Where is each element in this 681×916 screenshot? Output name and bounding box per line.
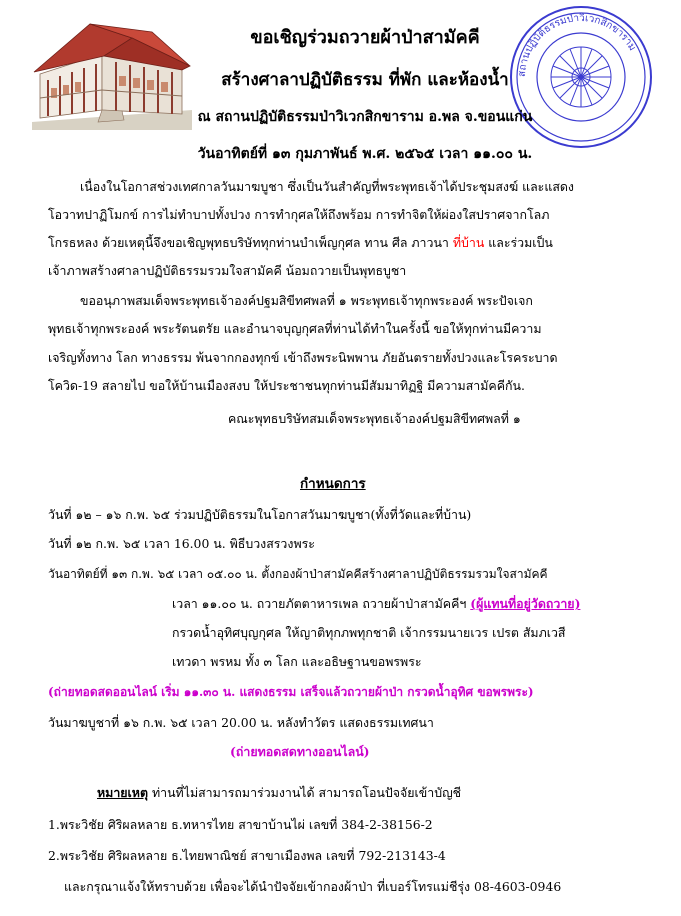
blessing-line-1: ขออนุภาพสมเด็จพระพุทธเจ้าองค์ปฐมสิขีทศพลที่ ๑ พระพุทธเจ้าทุกพระองค์ พระปัจเจก xyxy=(80,293,533,308)
live-broadcast-2: (ถ่ายทอดสดทางออนไลน์) xyxy=(230,744,370,759)
schedule-item-7: วันมาฆบูชาที่ ๑๖ ก.พ. ๖๕ เวลา 20.00 น. หลังทำวัตร แสดงธรรมเทศนา xyxy=(48,715,434,730)
contact-line: และกรุณาแจ้งให้ทราบด้วย เพื่อจะได้นำปัจจัยเข้ากองผ้าป่า ที่เบอร์โทรแม่ชีรุ่ง 08-4603-0946 xyxy=(64,879,562,894)
schedule-item-5: กรวดน้ำอุทิศบุญกุศล ให้ญาติทุกภพทุกชาติ เจ้ากรรมนายเวร เปรต สัมภเวสี xyxy=(172,625,566,640)
note-line xyxy=(97,787,461,799)
at-home-highlight: ที่บ้าน xyxy=(452,235,485,250)
schedule-heading: กำหนดการ xyxy=(300,476,366,492)
note-label: หมายเหตุ xyxy=(97,785,149,800)
live-broadcast-1: (ถ่ายทอดสดออนไลน์ เริ่ม ๑๑.๓๐ น. แสดงธรรม เสร็จแล้วถวายผ้าป่า กรวดน้ำอุทิศ ขอพรพระ) xyxy=(48,685,534,699)
building-illustration xyxy=(32,10,192,130)
blessing-line-3: เจริญทั้งทาง โลก ทางธรรม พ้นจากกองทุกข์ เข้าถึงพระนิพพาน ภัยอันตรายทั้งปวงและโรคระบาด xyxy=(48,350,558,365)
intro-line-4: เจ้าภาพสร้างศาลาปฏิบัติธรรมรวมใจสามัคคี น้อมถวายเป็นพุทธบูชา xyxy=(48,263,407,278)
intro-line-3-c: และร่วมเป็น xyxy=(484,235,553,250)
schedule-item-1: วันที่ ๑๒ – ๑๖ ก.พ. ๖๕ ร่วมปฏิบัติธรรมในโอกาสวันมาฆบูชา(ทั้งที่วัดและที่บ้าน) xyxy=(48,507,472,522)
flyer-title: ขอเชิญร่วมถวายผ้าป่าสามัคคี xyxy=(250,27,480,48)
bank-account-2: 2.พระวิชัย ศิริผลหลาย ธ.ไทยพาณิชย์ สาขาเมืองพล เลขที่ 792-213143-4 xyxy=(48,848,446,863)
schedule-item-6: เทวดา พรหม ทั้ง ๓ โลก และอธิษฐานขอพรพระ xyxy=(172,654,422,669)
flyer-location: ณ สถานปฏิบัติธรรมป่าวิเวกสิกขาราม อ.พล จ.ขอนแก่น xyxy=(197,109,533,125)
blessing-line-4: โควิด-19 สลายไป ขอให้บ้านเมืองสงบ ให้ประชาชนทุกท่านมีสัมมาทิฏฐิ มีความสามัคคีกัน. xyxy=(48,378,525,393)
schedule-item-4-text: เวลา ๑๑.๐๐ น. ถวายภัตตาหารเพล ถวายผ้าป่าสามัคคีฯ xyxy=(172,596,471,611)
seal-text: สถานปฏิบัติธรรมป่าวิเวกสิกขาราม xyxy=(516,12,638,78)
intro-line-3 xyxy=(48,237,553,249)
blessing-line-2: พุทธเจ้าทุกพระองค์ พระรัตนตรัย และอำนาจบุญกุศลที่ท่านได้ทำในครั้งนี้ ขอให้ทุกท่านมีความ xyxy=(48,321,542,336)
schedule-item-4 xyxy=(172,598,580,610)
signature-line: คณะพุทธบริษัทสมเด็จพระพุทธเจ้าองค์ปฐมสิขีทศพลที่ ๑ xyxy=(228,411,521,426)
flyer-subtitle: สร้างศาลาปฏิบัติธรรม ที่พัก และห้องน้ำ xyxy=(221,70,509,90)
intro-line-3-a: โกรธหลง ด้วยเหตุนี้จึงขอเชิญพุทธบริษัททุกท่านบำเพ็ญกุศล ทาน ศีล ภาวนา xyxy=(48,235,453,250)
flyer-datetime: วันอาทิตย์ที่ ๑๓ กุมภาพันธ์ พ.ศ. ๒๕๖๕ เวลา ๑๑.๐๐ น. xyxy=(197,146,533,162)
note-text: ท่านที่ไม่สามารถมาร่วมงานได้ สามารถโอนปัจจัยเข้าบัญชี xyxy=(148,785,462,800)
intro-line-1: เนื่องในโอกาสช่วงเทศกาลวันมาฆบูชา ซึ่งเป็นวันสำคัญที่พระพุทธเจ้าได้ประชุมสงฆ์ และแสดง xyxy=(80,179,574,194)
bank-account-1: 1.พระวิชัย ศิริผลหลาย ธ.ทหารไทย สาขาบ้านไผ่ เลขที่ 384-2-38156-2 xyxy=(48,817,433,832)
representative-highlight: (ผู้แทนที่อยู่วัดถวาย) xyxy=(470,596,581,611)
temple-seal xyxy=(508,4,654,150)
intro-line-2: โอวาทปาฏิโมกข์ การไม่ทำบาปทั้งปวง การทำกุศลให้ถึงพร้อม การทำจิตให้ผ่องใสปราศจากโลภ xyxy=(48,207,550,222)
schedule-item-3: วันอาทิตย์ที่ ๑๓ ก.พ. ๖๕ เวลา ๐๕.๐๐ น. ตั้งกองผ้าป่าสามัคคีสร้างศาลาปฏิบัติธรรมรวมใจสามัคคี xyxy=(48,567,548,581)
schedule-item-2: วันที่ ๑๒ ก.พ. ๖๕ เวลา 16.00 น. พิธีบวงสรวงพระ xyxy=(48,536,315,551)
